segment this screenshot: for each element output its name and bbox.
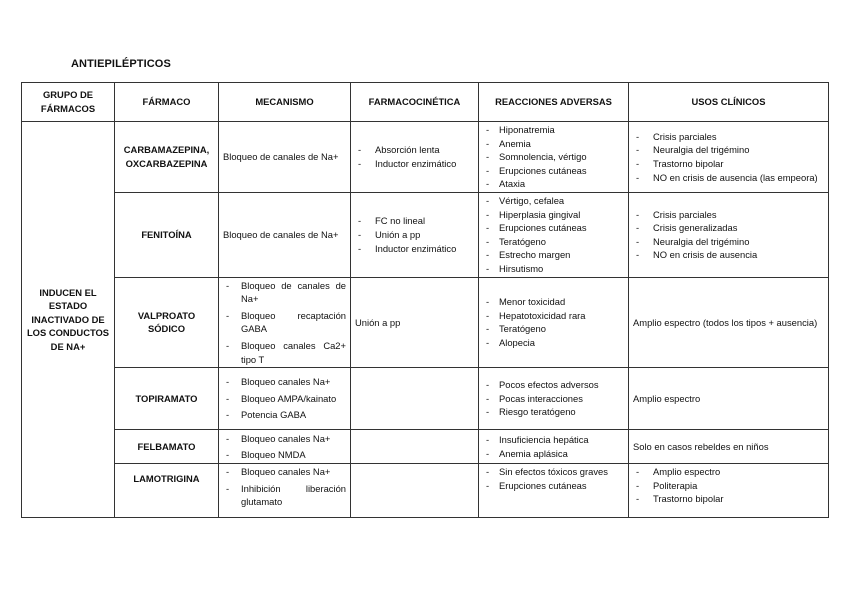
list-item: - Trastorno bipolar [633, 157, 824, 171]
list-item: - Hirsutismo [483, 262, 624, 276]
drug-name: FENITOÍNA [115, 192, 219, 277]
mechanism-cell: Bloqueo de canales de Na+ [219, 122, 351, 193]
list-item: - Inhibición liberación glutamato [223, 482, 346, 509]
pk-cell [351, 464, 479, 518]
list-item: - Anemia [483, 137, 624, 151]
header-clinical-uses: USOS CLÍNICOS [629, 83, 829, 122]
list-item: - Amplio espectro [633, 465, 824, 479]
pk-cell [351, 430, 479, 464]
list-item: - Bloqueo canales Na+ [223, 375, 346, 389]
mechanism-cell: Bloqueo de canales de Na+ [219, 192, 351, 277]
uses-cell [629, 464, 829, 518]
list-item: - Estrecho margen [483, 248, 624, 262]
list-item: - Vértigo, cefalea [483, 194, 624, 208]
header-adverse-reactions: REACCIONES ADVERSAS [479, 83, 629, 122]
list-item: - Sin efectos tóxicos graves [483, 465, 624, 479]
list-item: - Teratógeno [483, 235, 624, 249]
list-item: - Hepatotoxicidad rara [483, 309, 624, 323]
table-row [22, 464, 829, 518]
pk-cell [351, 368, 479, 430]
header-pharmacokinetics: FARMACOCINÉTICA [351, 83, 479, 122]
list-item: - Bloqueo canales Ca2+ tipo T [223, 339, 346, 366]
list-item: - Bloqueo recaptación GABA [223, 309, 346, 336]
drug-name: FELBAMATO [115, 430, 219, 464]
drug-name: CARBAMAZEPINA, OXCARBAZEPINA [115, 122, 219, 193]
list-item: - Somnolencia, vértigo [483, 150, 624, 164]
list-item: - Trastorno bipolar [633, 492, 824, 506]
list-item: - Erupciones cutáneas [483, 164, 624, 178]
list-item: - Crisis parciales [633, 208, 824, 222]
pk-cell: Unión a pp [351, 277, 479, 368]
list-item: - Riesgo teratógeno [483, 405, 624, 419]
list-item: - NO en crisis de ausencia [633, 248, 824, 262]
adverse-cell [479, 277, 629, 368]
list-item: - Bloqueo canales Na+ [223, 465, 346, 479]
adverse-cell [479, 430, 629, 464]
list-item: - Erupciones cutáneas [483, 479, 624, 493]
list-item: - Hiperplasia gingival [483, 208, 624, 222]
adverse-cell [479, 464, 629, 518]
list-item: - Politerapia [633, 479, 824, 493]
uses-cell: Amplio espectro [629, 368, 829, 430]
list-item: - Crisis generalizadas [633, 221, 824, 235]
adverse-cell [479, 368, 629, 430]
list-item: - Alopecia [483, 336, 624, 350]
list-item: - Neuralgia del trigémino [633, 143, 824, 157]
list-item: - FC no lineal [355, 214, 474, 228]
list-item: - Bloqueo AMPA/kainato [223, 392, 346, 406]
table-row [22, 277, 829, 368]
list-item: - Absorción lenta [355, 143, 474, 157]
table-row [22, 122, 829, 193]
header-group: GRUPO DE FÁRMACOS [22, 83, 115, 122]
list-item: - Inductor enzimático [355, 242, 474, 256]
list-item: - Potencia GABA [223, 408, 346, 422]
pk-cell [351, 192, 479, 277]
mechanism-cell [219, 277, 351, 368]
list-item: - Pocas interacciones [483, 392, 624, 406]
uses-cell [629, 122, 829, 193]
header-drug: FÁRMACO [115, 83, 219, 122]
adverse-cell [479, 192, 629, 277]
adverse-cell [479, 122, 629, 193]
mechanism-cell [219, 464, 351, 518]
mechanism-cell [219, 368, 351, 430]
list-item: - Ataxia [483, 177, 624, 191]
list-item: - Hiponatremia [483, 123, 624, 137]
drug-name: VALPROATO SÓDICO [115, 277, 219, 368]
header-mechanism: MECANISMO [219, 83, 351, 122]
uses-cell: Solo en casos rebeldes en niños [629, 430, 829, 464]
list-item: - Bloqueo canales Na+ [223, 432, 346, 446]
table-row [22, 192, 829, 277]
document-title: ANTIEPILÉPTICOS [71, 58, 171, 70]
list-item: - Teratógeno [483, 322, 624, 336]
antiepileptics-table [21, 82, 829, 518]
list-item: - Menor toxicidad [483, 295, 624, 309]
list-item: - Unión a pp [355, 228, 474, 242]
list-item: - Inductor enzimático [355, 157, 474, 171]
drug-name: TOPIRAMATO [115, 368, 219, 430]
list-item: - Neuralgia del trigémino [633, 235, 824, 249]
table-row [22, 430, 829, 464]
uses-cell [629, 192, 829, 277]
drug-group-cell: INDUCEN EL ESTADO INACTIVADO DE LOS CONDUCTOS DE NA+ [22, 122, 115, 518]
list-item: - NO en crisis de ausencia (las empeora) [633, 171, 824, 185]
uses-cell: Amplio espectro (todos los tipos + ausencia) [629, 277, 829, 368]
drug-name: LAMOTRIGINA [115, 464, 219, 518]
list-item: - Pocos efectos adversos [483, 378, 624, 392]
pk-cell [351, 122, 479, 193]
list-item: - Crisis parciales [633, 130, 824, 144]
list-item: - Erupciones cutáneas [483, 221, 624, 235]
table-row [22, 368, 829, 430]
table-header-row [22, 83, 829, 122]
mechanism-cell [219, 430, 351, 464]
list-item: - Anemia aplásica [483, 447, 624, 461]
list-item: - Bloqueo de canales de Na+ [223, 279, 346, 306]
list-item: - Bloqueo NMDA [223, 448, 346, 462]
list-item: - Insuficiencia hepática [483, 433, 624, 447]
